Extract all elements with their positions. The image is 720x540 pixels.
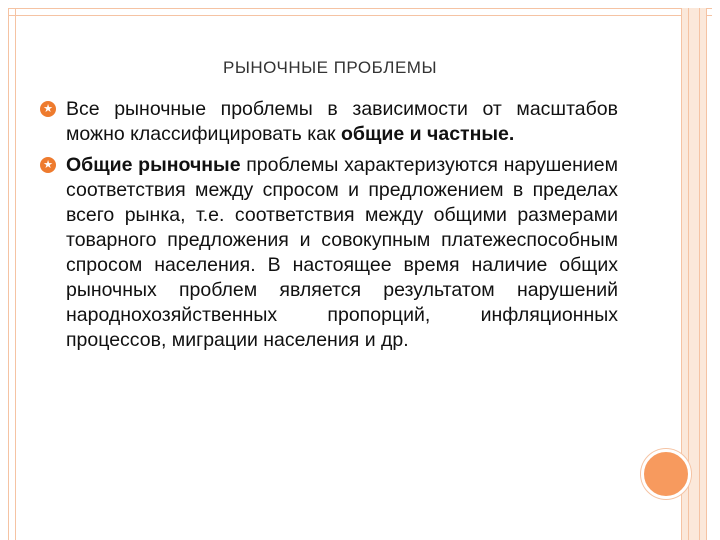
decorative-circle [641, 449, 691, 499]
star-bullet-icon: ★ [40, 101, 56, 117]
bullet-list [38, 97, 618, 359]
bullet-bold-text: общие и частные. [340, 123, 515, 145]
bullet-item [38, 153, 618, 353]
slide-title: РЫНОЧНЫЕ ПРОБЛЕМЫ [222, 58, 437, 77]
frame-top-border [8, 8, 712, 16]
bullet-text: проблемы характеризуются нарушением соответствия между спросом и предложением в пределах всего рынка, т.е. соответствия между общими размерами товарного предложения и совокупным платежеспособным спросом населения. В настоящее время наличие общих рыночных проблем является результатом нарушений народнохозяйственных пропорций, инфляционных процессов, миграции населения и др. [66, 154, 619, 351]
star-bullet-icon: ★ [40, 157, 56, 173]
bullet-text: Все рыночные проблемы в зависимости от масштабов можно классифицировать как [66, 98, 618, 145]
bullet-item [38, 97, 618, 147]
bullet-bold-text: Общие рыночные [66, 154, 241, 176]
frame-left-border [8, 8, 16, 540]
